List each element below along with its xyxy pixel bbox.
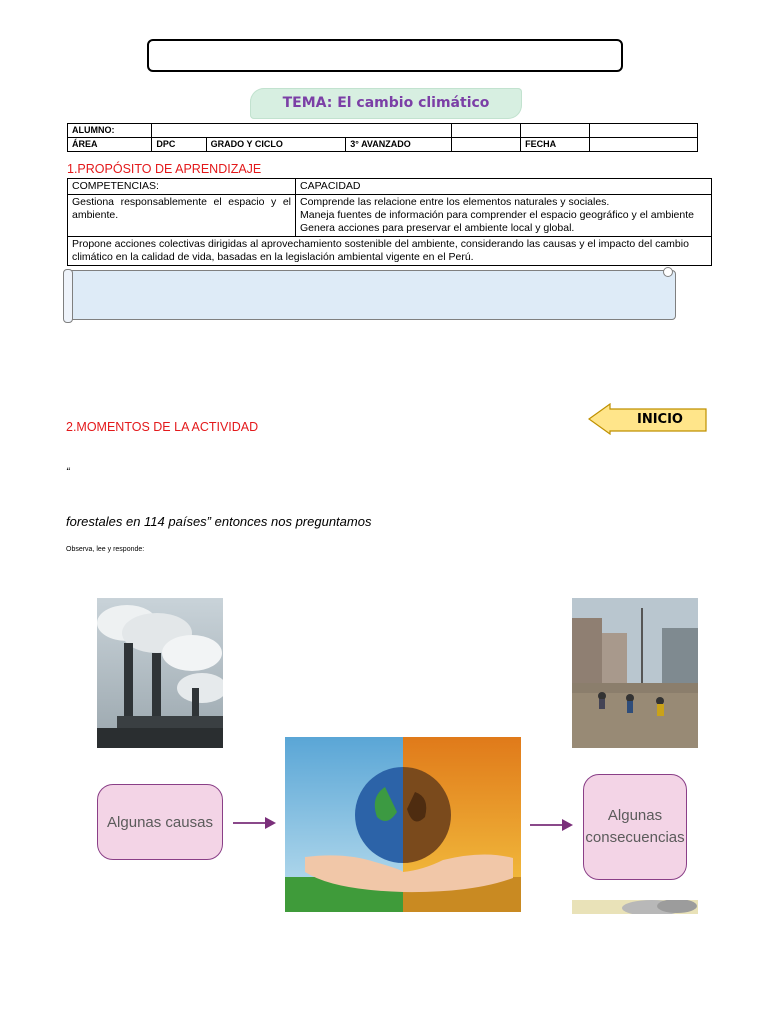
area-label: ÁREA <box>68 138 152 152</box>
capacidades-cell <box>296 195 712 237</box>
observa-text: Observa, lee y responde: <box>66 546 145 553</box>
capacidad-header: CAPACIDAD <box>296 179 712 195</box>
right-arrow-icon <box>530 818 574 832</box>
fecha-label: FECHA <box>521 138 590 152</box>
grado-value: 3° AVANZADO <box>346 138 452 152</box>
capacidad-item: Comprende las relacione entre los elementos naturales y sociales. <box>300 196 610 208</box>
forestales-text: forestales en 114 países” entonces nos preguntamos <box>66 514 372 529</box>
capacidad-item: Maneja fuentes de información para comprender el espacio geográfico y el ambiente <box>300 209 694 221</box>
fecha-value[interactable] <box>590 138 698 152</box>
momentos-title: 2.MOMENTOS DE LA ACTIVIDAD <box>66 420 259 434</box>
tema-banner: TEMA: El cambio climático <box>250 88 522 119</box>
right-arrow-icon <box>233 816 277 830</box>
area-value: DPC <box>152 138 206 152</box>
capacidad-item: Genera acciones para preservar el ambiente local y global. <box>300 222 575 234</box>
title-box <box>147 39 623 72</box>
alumno-value[interactable] <box>152 124 451 138</box>
info-table <box>67 123 698 152</box>
drought-image <box>572 900 698 914</box>
proposito-text: Propone acciones colectivas dirigidas al aprovechamiento sostenible del ambiente, considerando las causas y el impacto del cambio climático en la calidad de vida, basadas en la legislación ambiental vigente en el Perú. <box>68 237 712 266</box>
proposito-title: 1.PROPÓSITO DE APRENDIZAJE <box>67 162 262 176</box>
quote-mark: “ <box>66 466 70 478</box>
flood-image <box>572 598 698 748</box>
inicio-label: INICIO <box>637 412 683 427</box>
competencias-table <box>67 178 712 266</box>
competencias-header: COMPETENCIAS: <box>68 179 296 195</box>
grado-label: GRADO Y CICLO <box>206 138 346 152</box>
inicio-arrow <box>588 403 708 435</box>
competencia-text: Gestiona responsablemente el espacio y el ambiente. <box>68 195 296 237</box>
consecuencias-box: Algunas consecuencias <box>583 774 687 880</box>
causas-box: Algunas causas <box>97 784 223 860</box>
alumno-label: ALUMNO: <box>68 124 152 138</box>
scroll-banner <box>64 270 676 320</box>
factory-image <box>97 598 223 748</box>
earth-hands-image <box>285 737 521 912</box>
